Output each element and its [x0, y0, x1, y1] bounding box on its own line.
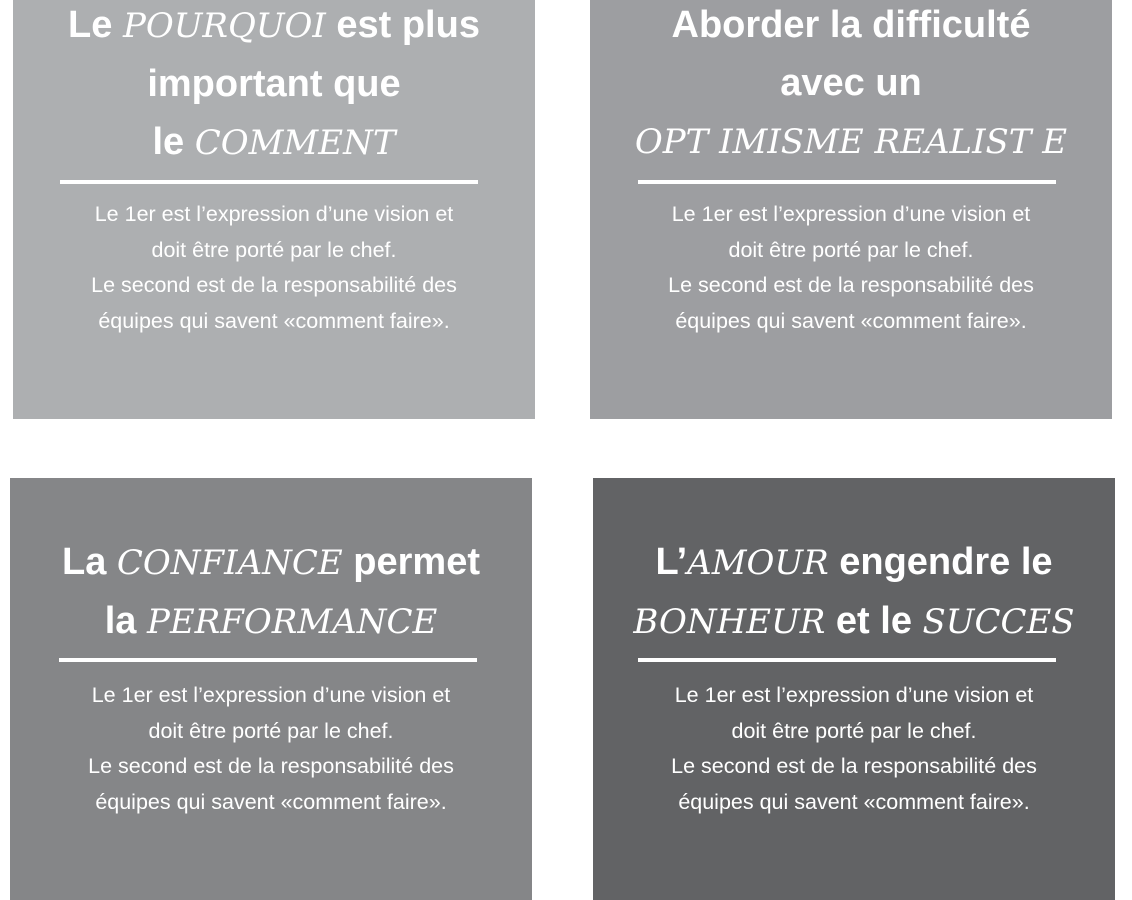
body-line: Le second est de la responsabilité des [668, 273, 1034, 297]
card-title [10, 533, 532, 651]
title-line [13, 113, 535, 172]
card-title [13, 0, 535, 172]
title-divider [59, 658, 477, 662]
title-line [10, 592, 532, 651]
title-line [593, 533, 1115, 592]
body-line: Le 1er est l’expression d’une vision et [674, 683, 1034, 707]
card-confiance [10, 478, 532, 900]
card-title [593, 533, 1115, 651]
title-emphasis-word: PERFORMANCE [146, 602, 438, 642]
title-text: le [152, 121, 195, 163]
title-divider [60, 180, 478, 184]
title-divider [638, 180, 1056, 184]
title-emphasis-word: AMOUR [687, 543, 829, 583]
body-line: Le second est de la responsabilité des [671, 754, 1037, 778]
title-line [593, 592, 1115, 651]
title-emphasis-word: SUCCES [922, 602, 1075, 642]
body-line: Le second est de la responsabilité des [91, 273, 457, 297]
title-emphasis-word: COMMENT [194, 123, 396, 163]
card-body [590, 197, 1112, 339]
body-line: doit être porté par le chef. [728, 237, 974, 262]
title-text: important que [147, 63, 401, 105]
body-line: Le 1er est l’expression d’une vision et [671, 202, 1031, 226]
title-line [10, 533, 532, 592]
card-body [10, 678, 532, 820]
card-body [13, 197, 535, 339]
title-text: est plus [325, 4, 480, 46]
title-line [13, 0, 535, 55]
body-line: équipes qui savent «comment faire». [98, 308, 450, 333]
title-text: permet [342, 541, 480, 583]
card-body [593, 678, 1115, 820]
title-divider [638, 658, 1056, 662]
title-text: avec un [780, 62, 922, 104]
body-line: Le second est de la responsabilité des [88, 754, 454, 778]
card-pourquoi [13, 0, 535, 419]
title-line [590, 112, 1112, 171]
title-line [590, 54, 1112, 112]
title-text: engendre le [828, 541, 1053, 583]
body-line: Le 1er est l’expression d’une vision et [94, 202, 454, 226]
title-text: L’ [655, 541, 688, 583]
body-line: équipes qui savent «comment faire». [95, 789, 447, 814]
body-line: doit être porté par le chef. [731, 718, 977, 743]
body-line: doit être porté par le chef. [148, 718, 394, 743]
title-emphasis-word: POURQUOI [122, 6, 326, 46]
title-text: Aborder la difficulté [671, 4, 1031, 46]
title-text: et le [825, 600, 923, 642]
title-text: La [62, 541, 117, 583]
card-optimisme [590, 0, 1112, 419]
card-amour [593, 478, 1115, 900]
title-line [590, 0, 1112, 54]
body-line: doit être porté par le chef. [151, 237, 397, 262]
body-line: équipes qui savent «comment faire». [678, 789, 1030, 814]
title-line [13, 55, 535, 113]
title-text: Le [68, 4, 123, 46]
body-line: Le 1er est l’expression d’une vision et [91, 683, 451, 707]
title-text: la [104, 600, 147, 642]
card-title [590, 0, 1112, 171]
body-line: équipes qui savent «comment faire». [675, 308, 1027, 333]
title-emphasis-word: BONHEUR [633, 602, 826, 642]
title-emphasis-word: CONFIANCE [116, 543, 343, 583]
title-emphasis-word: OPT IMISME REALIST E [634, 122, 1068, 162]
